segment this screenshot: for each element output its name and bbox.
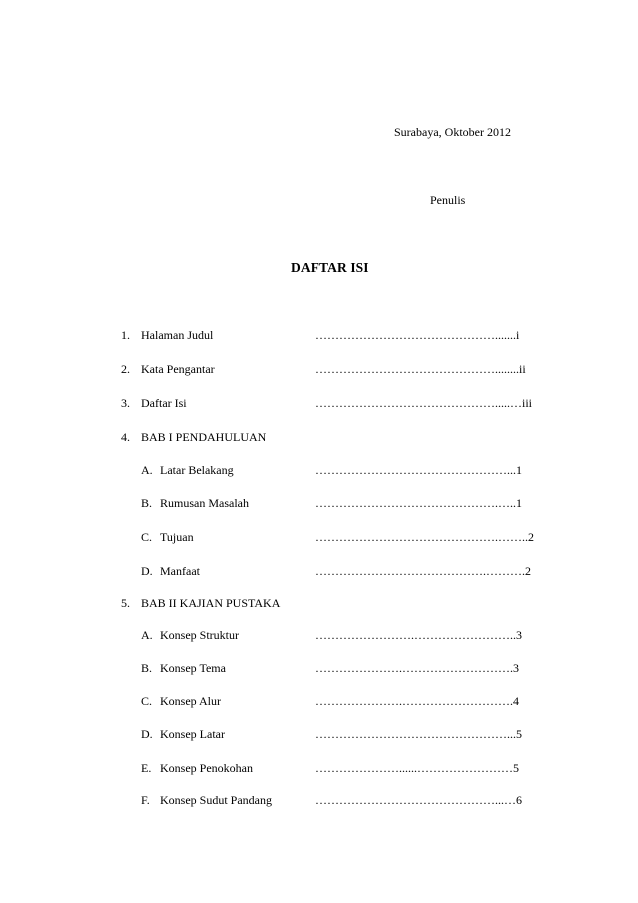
item-page-dots: ……………………………………….......i (315, 328, 520, 342)
toc-subitem (0, 660, 638, 676)
item-number: 1. (121, 328, 130, 342)
item-page-dots: …………………………………….……….2 (315, 564, 531, 578)
toc-subitem (0, 495, 638, 511)
toc-item (0, 361, 638, 377)
place-date: Surabaya, Oktober 2012 (394, 125, 511, 139)
toc-subitem (0, 726, 638, 742)
subitem-letter: C. (141, 694, 153, 708)
author-label: Penulis (430, 193, 466, 207)
item-page-dots: ………………………………………........ii (315, 362, 526, 376)
item-label: Daftar Isi (141, 396, 187, 410)
toc-subitem (0, 462, 638, 478)
subitem-label: Rumusan Masalah (160, 496, 249, 510)
item-page-dots: ………………….……………………….4 (315, 694, 519, 708)
item-label: Kata Pengantar (141, 362, 215, 376)
chapter-number: 5. (121, 596, 130, 610)
item-number: 3. (121, 396, 130, 410)
subitem-letter: F. (141, 793, 150, 807)
subitem-label: Konsep Latar (160, 727, 225, 741)
subitem-letter: C. (141, 530, 153, 544)
toc-subitem (0, 760, 638, 776)
chapter-label: BAB I PENDAHULUAN (141, 430, 267, 444)
subitem-label: Konsep Alur (160, 694, 221, 708)
item-page-dots: ………………………………………...…6 (315, 793, 522, 807)
subitem-label: Konsep Struktur (160, 628, 239, 642)
chapter-number: 4. (121, 430, 130, 444)
toc-subitem (0, 627, 638, 643)
item-page-dots: …………………….……………………..3 (315, 628, 522, 642)
item-page-dots: ……………………………………….……..2 (315, 530, 534, 544)
subitem-letter: D. (141, 564, 153, 578)
chapter-label: BAB II KAJIAN PUSTAKA (141, 596, 281, 610)
subitem-letter: D. (141, 727, 153, 741)
subitem-letter: B. (141, 661, 153, 675)
subitem-label: Latar Belakang (160, 463, 234, 477)
subitem-label: Tujuan (160, 530, 194, 544)
toc-subitem (0, 792, 638, 808)
toc-subitem (0, 563, 638, 579)
toc-item (0, 395, 638, 411)
subitem-label: Konsep Sudut Pandang (160, 793, 272, 807)
toc-item (0, 327, 638, 343)
subitem-label: Konsep Penokohan (160, 761, 253, 775)
subitem-letter: E. (141, 761, 152, 775)
subitem-label: Manfaat (160, 564, 200, 578)
subitem-letter: B. (141, 496, 153, 510)
page-title: DAFTAR ISI (291, 260, 369, 275)
item-label: Halaman Judul (141, 328, 214, 342)
item-page-dots: …………………......……………………5 (315, 761, 519, 775)
toc-chapter (0, 595, 638, 611)
toc-subitem (0, 693, 638, 709)
item-page-dots: …………………………………………...1 (315, 463, 522, 477)
subitem-letter: A. (141, 463, 153, 477)
toc-subitem (0, 529, 638, 545)
item-page-dots: ……………………………………….…..1 (315, 496, 522, 510)
subitem-label: Konsep Tema (160, 661, 226, 675)
item-page-dots: ……………………………………….....…iii (315, 396, 533, 410)
subitem-letter: A. (141, 628, 153, 642)
item-page-dots: ………………….……………………….3 (315, 661, 519, 675)
item-page-dots: …………………………………………...5 (315, 727, 522, 741)
toc-chapter (0, 429, 638, 445)
item-number: 2. (121, 362, 130, 376)
